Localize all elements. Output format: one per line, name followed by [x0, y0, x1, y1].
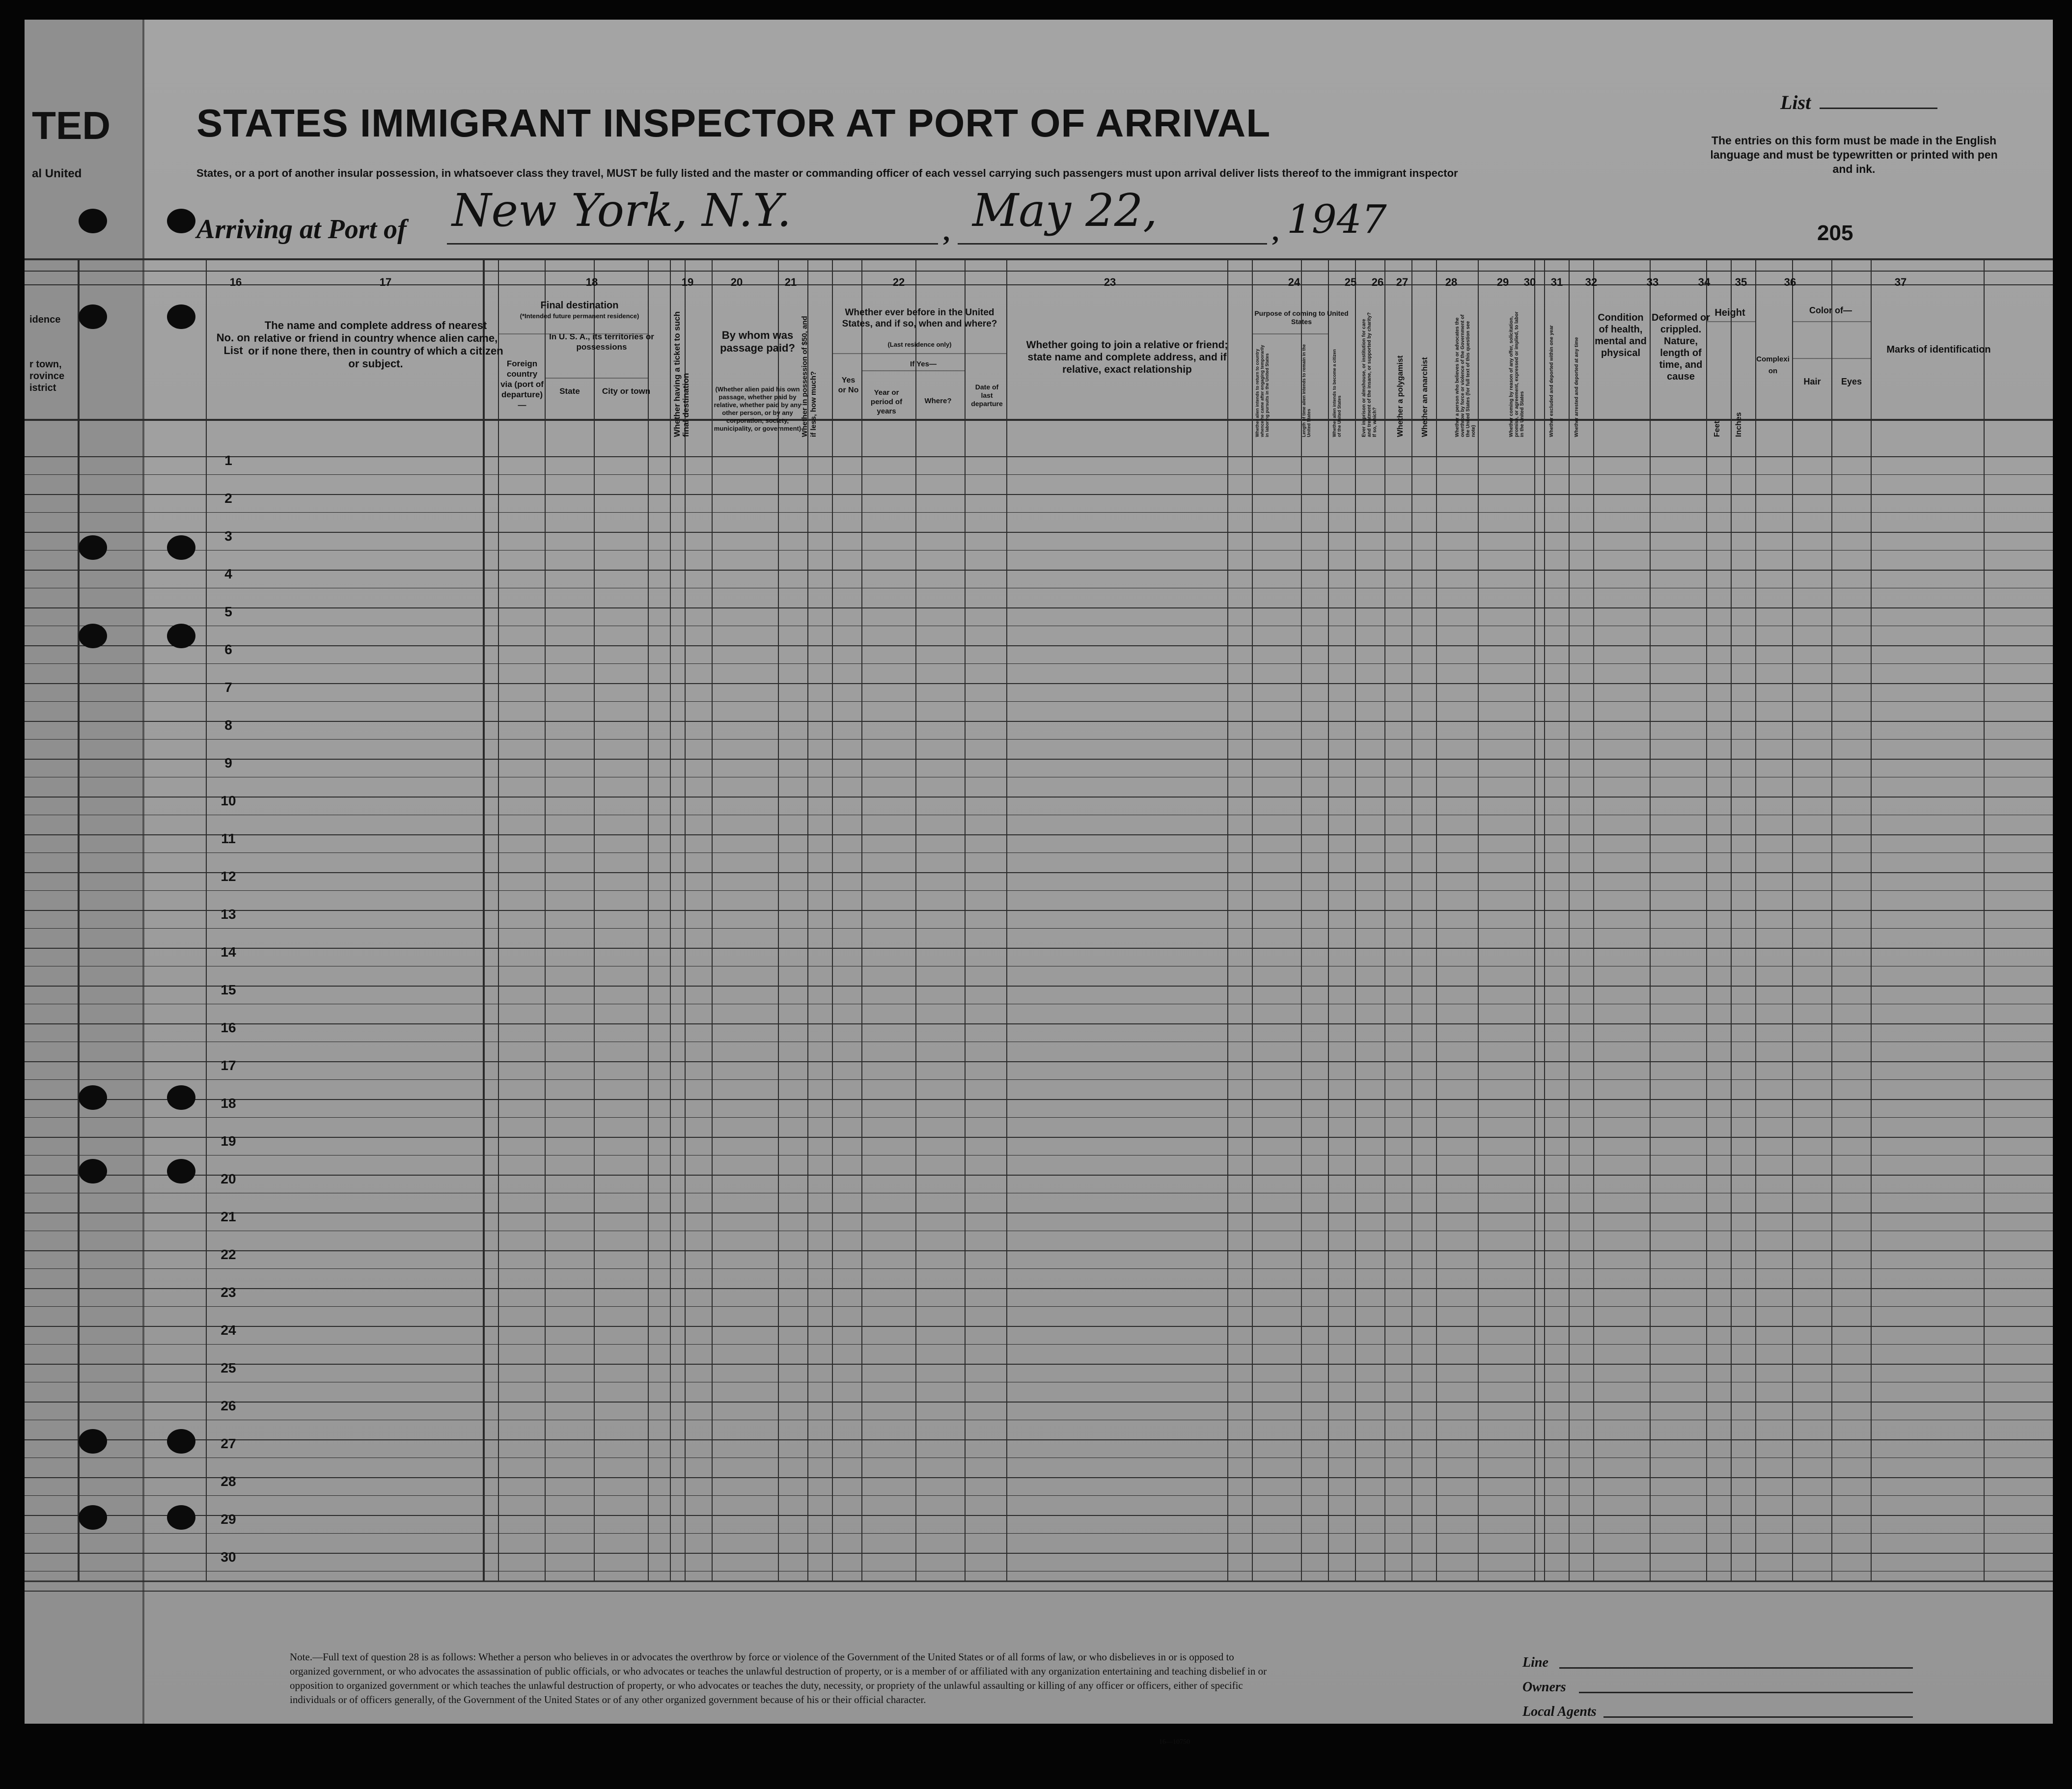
row-number: 21 [221, 1209, 236, 1224]
header-date-departure: Date of last departure [971, 383, 1003, 408]
row-number: 2 [224, 491, 232, 506]
header-ever-before-usa: Whether ever before in the United States, and if so, when and where? [842, 307, 997, 329]
page-number: 205 [1817, 221, 1853, 245]
punch-hole [167, 535, 195, 560]
header-fifty-dollars: Whether in possession of $50, and if less, how much? [801, 316, 818, 437]
agents-label [1522, 1704, 1597, 1720]
col-num-22: 22 [892, 276, 905, 288]
header-join-relative: Whether going to join a relative or friend; state name and complete address, and if relative, exact relationship [1026, 339, 1228, 375]
header-nearest-relative: The name and complete address of nearest relative or friend in country whence alien came, or if none there, then in country of which a citizen or subject. [248, 319, 503, 370]
header-excluded: Whether excluded and deported within one year [1549, 325, 1554, 437]
row-number: 3 [224, 528, 232, 544]
cut-subtitle-fragment: al United [32, 167, 82, 180]
punch-hole [79, 1505, 107, 1530]
row-number: 14 [221, 944, 236, 960]
header-overthrow: Whether a person who believes in or advocates the overthrow by force or violence of the Government of the United States (for full text of this question see note) [1455, 314, 1476, 437]
header-deformed: Deformed or crippled. Nature, length of time, and cause [1652, 312, 1710, 382]
table-grid [25, 20, 2053, 1724]
header-last-residence: (Last residence only) [887, 341, 952, 348]
row-number: 10 [221, 793, 236, 808]
col-num-24: 24 [1288, 276, 1300, 288]
row-number: 5 [224, 604, 232, 619]
col-num-25: 25 [1344, 276, 1357, 288]
punch-hole [167, 1085, 195, 1110]
header-no-on-list: No. on List [216, 331, 250, 357]
handwritten-date: May 22, [972, 184, 1158, 237]
header-if-yes: If Yes— [910, 360, 937, 368]
row-number: 25 [221, 1360, 236, 1376]
row-number: 12 [221, 869, 236, 884]
header-purpose: Purpose of coming to United States [1254, 309, 1349, 326]
header-eyes: Eyes [1841, 377, 1862, 386]
col-num-20: 20 [730, 276, 743, 288]
header-contract-labor: Whether coming by reason of any offer, solicitation, promise, or agreement, expressed or implied, to labor in the United States [1509, 311, 1525, 437]
header-health: Condition of health, mental and physical [1595, 312, 1647, 358]
row-number: 19 [221, 1133, 236, 1149]
header-arrested: Whether arrested and deported at any time [1574, 337, 1579, 437]
punch-hole [79, 304, 107, 329]
row-number: 26 [221, 1398, 236, 1413]
form-subtitle: States, or a port of another insular possession, in whatsoever class they travel, MUST be fully listed and the master or commanding officer of each vessel carrying such passengers must upon arrival deliver lists thereof to the immigrant inspector [196, 167, 1458, 179]
left-header-fragment: idence [29, 314, 61, 325]
header-foreign-country: Foreign country via (port of departure)— [500, 359, 544, 410]
row-number: 15 [221, 982, 236, 997]
footnote-question-28: Note.—Full text of question 28 is as follows: Whether a person who believes in or advocates the overthrow by force or violence of the Government of the United States or of all forms of law, or who disbelieves in or is opposed to organized government, or who advocates the assassination of public officials, or who advocates or teaches the unlawful destruction of property, or is a member of or affiliated with any organization entertaining and teaching disbelief in or opposition to organized government or which teaches the unlawful destruction of property, or who advocates or teaches the duty, necessity, or propriety of the unlawful assaulting or killing of any officer or officers, either of specific individuals or of officers generally, of the Government of the United States or of any other organized government because of his or their official character. [290, 1651, 1267, 1706]
col-num-16: 16 [229, 276, 242, 288]
col-num-21: 21 [784, 276, 797, 288]
form-code: 16—10750 [1159, 1738, 1190, 1746]
manifest-sheet [25, 20, 2053, 1746]
col-num-33: 33 [1646, 276, 1659, 288]
col-num-31: 31 [1550, 276, 1563, 288]
form-instructions: The entries on this form must be made in the English language and must be typewritten or printed with pen and ink. [1710, 134, 1998, 175]
row-number: 13 [221, 907, 236, 922]
col-num-19: 19 [681, 276, 694, 288]
header-year-period: Year or period of years [870, 388, 903, 415]
header-height: Height [1714, 307, 1745, 318]
header-yes-no: Yes or No [838, 376, 859, 394]
header-purpose-a: Whether alien intends to return to country whence he came after engaging temporarily in laboring pursuits in the United States [1255, 345, 1270, 437]
row-number: 9 [224, 755, 232, 771]
row-number: 28 [221, 1474, 236, 1489]
header-final-destination-sub: (*Intended future permanent residence) [520, 312, 639, 320]
row-number: 20 [221, 1171, 236, 1186]
row-number: 7 [224, 680, 232, 695]
agents-blank [1603, 1716, 1913, 1718]
owners-blank [1579, 1692, 1913, 1693]
header-purpose-c: Whether alien intends to become a citizen of the United States [1332, 349, 1342, 437]
header-city: City or town [602, 386, 651, 396]
row-number: 6 [224, 642, 232, 657]
owners-label [1522, 1679, 1566, 1695]
handwritten-port: New York, N.Y. [452, 184, 792, 237]
header-anarchist: Whether an anarchist [1421, 357, 1429, 437]
header-marks: Marks of identification [1886, 344, 1991, 355]
agents-label-text: Local Agents [1522, 1704, 1597, 1719]
punch-hole [167, 1159, 195, 1183]
header-state: State [559, 386, 580, 396]
row-number: 29 [221, 1512, 236, 1527]
punch-hole [79, 1429, 107, 1454]
line-label-text: Line [1522, 1655, 1548, 1670]
punch-hole [167, 1505, 195, 1530]
row-number: 30 [221, 1549, 236, 1565]
header-passage-paid: By whom was passage paid? [720, 329, 795, 354]
left-place-line-3: istrict [29, 383, 56, 393]
col-num-36: 36 [1784, 276, 1796, 288]
col-num-27: 27 [1396, 276, 1409, 288]
row-number: 23 [221, 1285, 236, 1300]
line-label [1522, 1655, 1548, 1671]
owners-label-text: Owners [1522, 1679, 1566, 1695]
punch-hole [79, 1159, 107, 1183]
comma-1: , [943, 217, 950, 247]
row-number: 16 [221, 1020, 236, 1035]
row-number: 22 [221, 1247, 236, 1262]
row-number: 1 [224, 453, 232, 468]
header-in-usa: In U. S. A., its territories or possessions [549, 332, 654, 352]
col-num-34: 34 [1698, 276, 1711, 288]
row-number: 8 [224, 717, 232, 733]
row-number: 17 [221, 1058, 236, 1073]
header-complexion: Complexion [1756, 355, 1790, 375]
row-number: 11 [221, 831, 236, 846]
header-inches: Inches [1735, 412, 1743, 437]
header-color-of: Color of— [1809, 305, 1852, 315]
col-num-35: 35 [1735, 276, 1747, 288]
form-title: STATES IMMIGRANT INSPECTOR AT PORT OF ARRIVAL [196, 101, 1271, 145]
row-number: 4 [224, 566, 232, 581]
row-number: 18 [221, 1096, 236, 1111]
list-label-text: List [1780, 91, 1811, 113]
col-num-18: 18 [585, 276, 598, 288]
header-hair: Hair [1803, 377, 1821, 386]
col-num-28: 28 [1445, 276, 1458, 288]
row-number: 27 [221, 1436, 236, 1451]
col-num-30: 30 [1523, 276, 1536, 288]
col-num-17: 17 [379, 276, 392, 288]
header-final-destination: Final destination [540, 300, 619, 311]
header-feet: Feet [1713, 421, 1721, 437]
row-number: 24 [221, 1322, 236, 1338]
header-prison: Ever in prison or almshouse, or institution for care and treatment of the insane, or supported by charity? If so, which? [1361, 312, 1378, 437]
punch-hole [79, 535, 107, 560]
punch-hole [79, 209, 107, 233]
header-purpose-b: Length of time alien intends to remain in the United States [1301, 344, 1311, 437]
punch-hole [79, 624, 107, 648]
col-num-37: 37 [1894, 276, 1907, 288]
col-num-32: 32 [1585, 276, 1598, 288]
col-num-23: 23 [1104, 276, 1116, 288]
punch-hole [167, 624, 195, 648]
left-place-line-2: rovince [29, 371, 65, 382]
line-blank [1559, 1667, 1913, 1669]
punch-hole [167, 209, 195, 233]
col-num-29: 29 [1496, 276, 1509, 288]
punch-hole [167, 304, 195, 329]
punch-hole [167, 1429, 195, 1454]
left-place-line-1: r town, [29, 359, 62, 370]
comma-2: , [1272, 217, 1279, 247]
punch-hole [79, 1085, 107, 1110]
arriving-label: Arriving at Port of [196, 214, 407, 245]
col-num-26: 26 [1371, 276, 1384, 288]
header-polygamist: Whether a polygamist [1396, 355, 1405, 437]
handwritten-year: 1947 [1287, 196, 1387, 242]
header-passage-paid-sub: (Whether alien paid his own passage, whether paid by relative, whether paid by any other person, or by any corporation, society, municipality, or government) [714, 385, 801, 432]
header-where: Where? [924, 397, 952, 405]
header-ticket: Whether having a ticket to such final destination [672, 311, 691, 437]
cut-title-fragment: TED [32, 104, 111, 147]
